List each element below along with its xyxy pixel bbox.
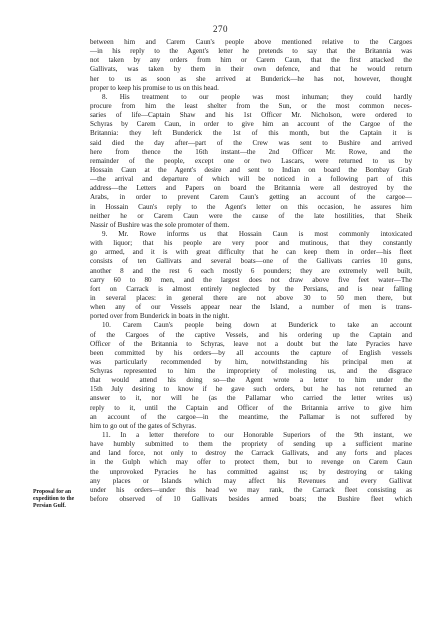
text-line: go armed, and it is with great difficulty that he can keep them in order—his fleet [90,248,412,257]
text-line: Nassir of Bushire was the sole promoter of them. [90,220,230,229]
text-line: consists of ten Gallivats and several boats—one of the Gallivats carries 10 guns, [90,257,412,266]
text-line: have humbly submitted to them the propriety of sending up a sufficient marine [90,440,412,449]
text-line: saries of life—Captain Shaw and his 1st Officer Mr. Nicholson, were ordered to [90,111,412,120]
text-line: carry 60 to 80 men, and the largest does not draw above five feet water—The [90,275,412,284]
text-line: before observed of 10 Gallivats besides armed boats; the Bushire fleet which [90,495,412,504]
text-line: —in his reply to the Agent's letter he pretends to say that the Britannia was [90,47,412,56]
text-line: Arabs, in order to prevent Carem Caun's getting an account of the cargoe— [90,193,412,202]
text-line: between him and Carem Caun's people above mentioned relative to the Cargoes [90,38,412,46]
text-line: 11. In a letter therefore to our Honorable Superiors of the 9th instant, we [102,431,412,440]
text-line: here from thence the 16th instant—the 2nd Officer Mr. Rowe, and the [90,147,412,156]
text-line: said died the day after—part of the Crew was sent to Bushire and arrived [90,138,412,147]
text-line: that would attend his doing so—the Agent wrote a letter to him under the [90,376,412,385]
text-line: was particularly recommended by him, notwithstanding his principal men at [90,357,412,366]
text-line: proper to keep his promise to us on this head. [90,83,219,92]
text-line: another 8 and the rest 6 each mostly 6 pounders; they are extremely well built, [90,266,412,275]
text-line: 8. His treatment to our people was most inhuman; they could hardly [102,92,412,101]
text-line: and land force, not only to destroy the Carrack Gallivats, and any forts and places [90,449,412,458]
text-line: any places or Islands which may affect his Revenues and every Gallivat [90,476,412,485]
text-line: Britannia: they left Bunderick the 1st of this month, but the Captain it is [90,129,412,138]
text-line: ported over from Bunderick in boats in the night. [90,312,230,321]
text-line: neither he or Carem Caun were the cause of the late hostilities, that Sheik [90,211,412,220]
body-text [90,38,412,504]
text-line: him to go out of the gates of Schyras. [90,421,197,430]
text-line: under his orders—under this head we may rank, the Carrack fleet consisting as [90,485,412,494]
margin-note [33,489,85,510]
text-line: when any of our Vessels appear near the Island, a number of men is trans- [90,303,412,312]
text-line: in Hossain Caun's reply to the Agent's letter on this occasion, he assures him [90,202,412,211]
text-line: reply to it, until the Captain and Officer of the Britannia arrive to give him [90,403,412,412]
text-line: Officer of the Britannia to Schyras, leave not a doubt but the late Pyracies have [90,339,412,348]
text-line: procure from him the least shelter from the Sun, or the most common neces- [90,101,412,110]
text-line: with liquor; that his people are very poor and mutinous, that they constantly [90,239,412,248]
margin-note-line: expedition to the [33,496,75,502]
margin-note-line: Persian Gulf. [33,503,66,509]
text-line: Schyras by Carem Caun, in order to give him an account of the Cargoe of the [90,120,412,129]
text-line: fort on Carrack is almost entirely neglected by the Persians, and is near falling [90,284,412,293]
text-line: address—the Letters and Papers on board the Britannia were all destroyed by the [90,184,412,193]
text-line: her to us as soon as she arrived at Bunderick—he has not, however, thought [90,74,412,83]
text-line: 9. Mr. Rowe informs us that Hossain Caun is most commonly intoxicated [102,229,412,238]
text-line: Schyras represented to him the impropriety of molesting us, and the disgrace [90,367,412,376]
text-line: Gallivats, was taken by them in their own defence, and that he would return [90,65,412,74]
text-line: been committed by his orders—by all accounts the capture of English vessels [90,348,412,357]
text-line: remainder of the people, except one or two Lascars, were returned to us by [90,156,412,165]
text-line: 15th July desiring to know if he gave such orders, but he has not returned an [90,385,412,394]
text-line: the unprovoked Pyracies he has committed against us; by destroying or taking [90,467,412,476]
text-line: Hossain Caun at the Agent's desire and sent to Indian on board the Bombay Grab [90,165,412,174]
text-line: 10. Carem Caun's people being down at Bunderick to take an account [102,321,412,330]
margin-note-line: Proposal for an [33,489,72,495]
text-line: —the arrival and departure of which will be noticed in a following part of this [90,175,412,184]
text-line: not taken by any orders from him or Carem Caun, that the first attacked the [90,56,412,65]
text-line: in the Gulph which may offer to protect them, but to revenge on Carem Caun [90,458,412,467]
page-number: 270 [213,24,228,34]
text-line: an account of the cargoe—in the meantime, the Pallamar is not suffered by [90,412,412,421]
text-line: in several places: in general there are not above 30 to 50 men there, but [90,293,412,302]
text-line: of the Cargoes of the captive Vessels, and his ordering up the Captain and [90,330,412,339]
text-line: answer to it, nor will he (as the Pallamar who carried the letter writes us) [90,394,412,403]
